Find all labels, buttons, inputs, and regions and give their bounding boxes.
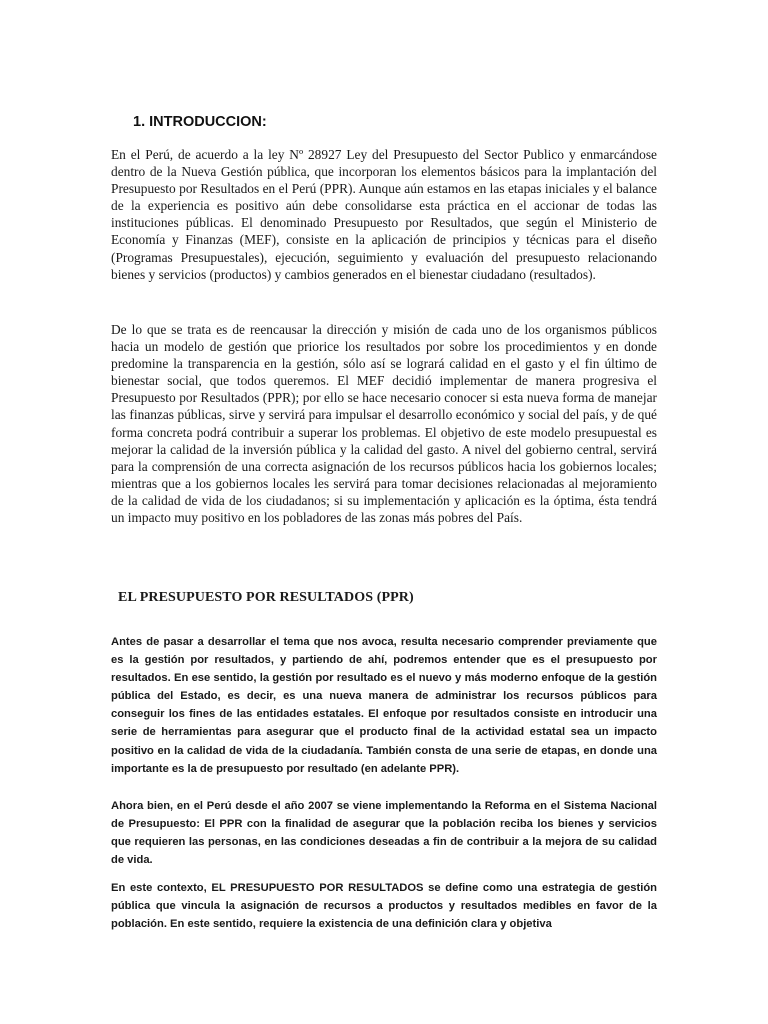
subsection-heading: EL PRESUPUESTO POR RESULTADOS (PPR): [118, 590, 414, 605]
paragraph-2: De lo que se trata es de reencausar la dirección y misión de cada uno de los organismos públicos hacia un modelo de gestión que priorice los resultados por sobre los procedimientos y en donde predomine la transparencia en la gestión, sólo así se logrará calidad en el gasto y el fin último de bienestar social, que todos queremos. El MEF decidió implementar de manera progresiva el Presupuesto por Resultados (PPR); por ello se hace necesario conocer si esta nueva forma de manejar las finanzas públicas, sirve y servirá para impulsar el desarrollo económico y social del país, y de qué forma concreta podrá contribuir a superar los problemas. El objetivo de este modelo presupuestal es mejorar la calidad de la inversión pública y la calidad del gasto. A nivel del gobierno central, servirá para la comprensión de una correcta asignación de los recursos públicos hacia los gobiernos locales; mientras que a los gobiernos locales les servirá para tomar decisiones relacionadas al mejoramiento de la calidad de vida de los ciudadanos; si su implementación y aplicación es la óptima, ésta tendrá un impacto muy positivo en los pobladores de las zonas más pobres del País.: [111, 322, 657, 526]
paragraph-3: Antes de pasar a desarrollar el tema que nos avoca, resulta necesario comprender previamente que es la gestión por resultados, y partiendo de ahí, podremos entender que es el presupuesto por resultados. En ese sentido, la gestión por resultado es el nuevo y más moderno enfoque de la gestión pública del Estado, es decir, es una nueva manera de administrar los recursos públicos para conseguir los fines de las entidades estatales. El enfoque por resultados consiste en introducir una serie de herramientas para asegurar que el producto final de la actividad estatal sea un impacto positivo en la calidad de vida de la ciudadanía. También consta de una serie de etapas, en donde una importante es la de presupuesto por resultado (en adelante PPR).: [111, 636, 657, 775]
section-heading: 1. INTRODUCCION:: [133, 114, 267, 130]
paragraph-5: En este contexto, EL PRESUPUESTO POR RESULTADOS se define como una estrategia de gestión pública que vincula la asignación de recursos a productos y resultados medibles en favor de la población. En este sentido, requiere la existencia de una definición clara y objetiva: [111, 882, 657, 931]
paragraph-1: En el Perú, de acuerdo a la ley Nº 28927 Ley del Presupuesto del Sector Publico y enmarcándose dentro de la Nueva Gestión pública, que incorporan los elementos básicos para la implantación del Presupuesto por Resultados en el Perú (PPR). Aunque aún estamos en las etapas iniciales y el balance de la experiencia es positivo aún debe consolidarse esta práctica en el accionar de todas las instituciones públicas. El denominado Presupuesto por Resultados, que según el Ministerio de Economía y Finanzas (MEF), consiste en la aplicación de principios y técnicas para el diseño (Programas Presupuestales), ejecución, seguimiento y evaluación del presupuesto relacionando bienes y servicios (productos) y cambios generados en el bienestar ciudadano (resultados).: [111, 147, 657, 282]
paragraph-4: Ahora bien, en el Perú desde el año 2007 se viene implementando la Reforma en el Sistema Nacional de Presupuesto: El PPR con la finalidad de asegurar que la población reciba los bienes y servicios que requieren las personas, en las condiciones deseadas a fin de contribuir a la mejora de su calidad de vida.: [111, 800, 657, 867]
